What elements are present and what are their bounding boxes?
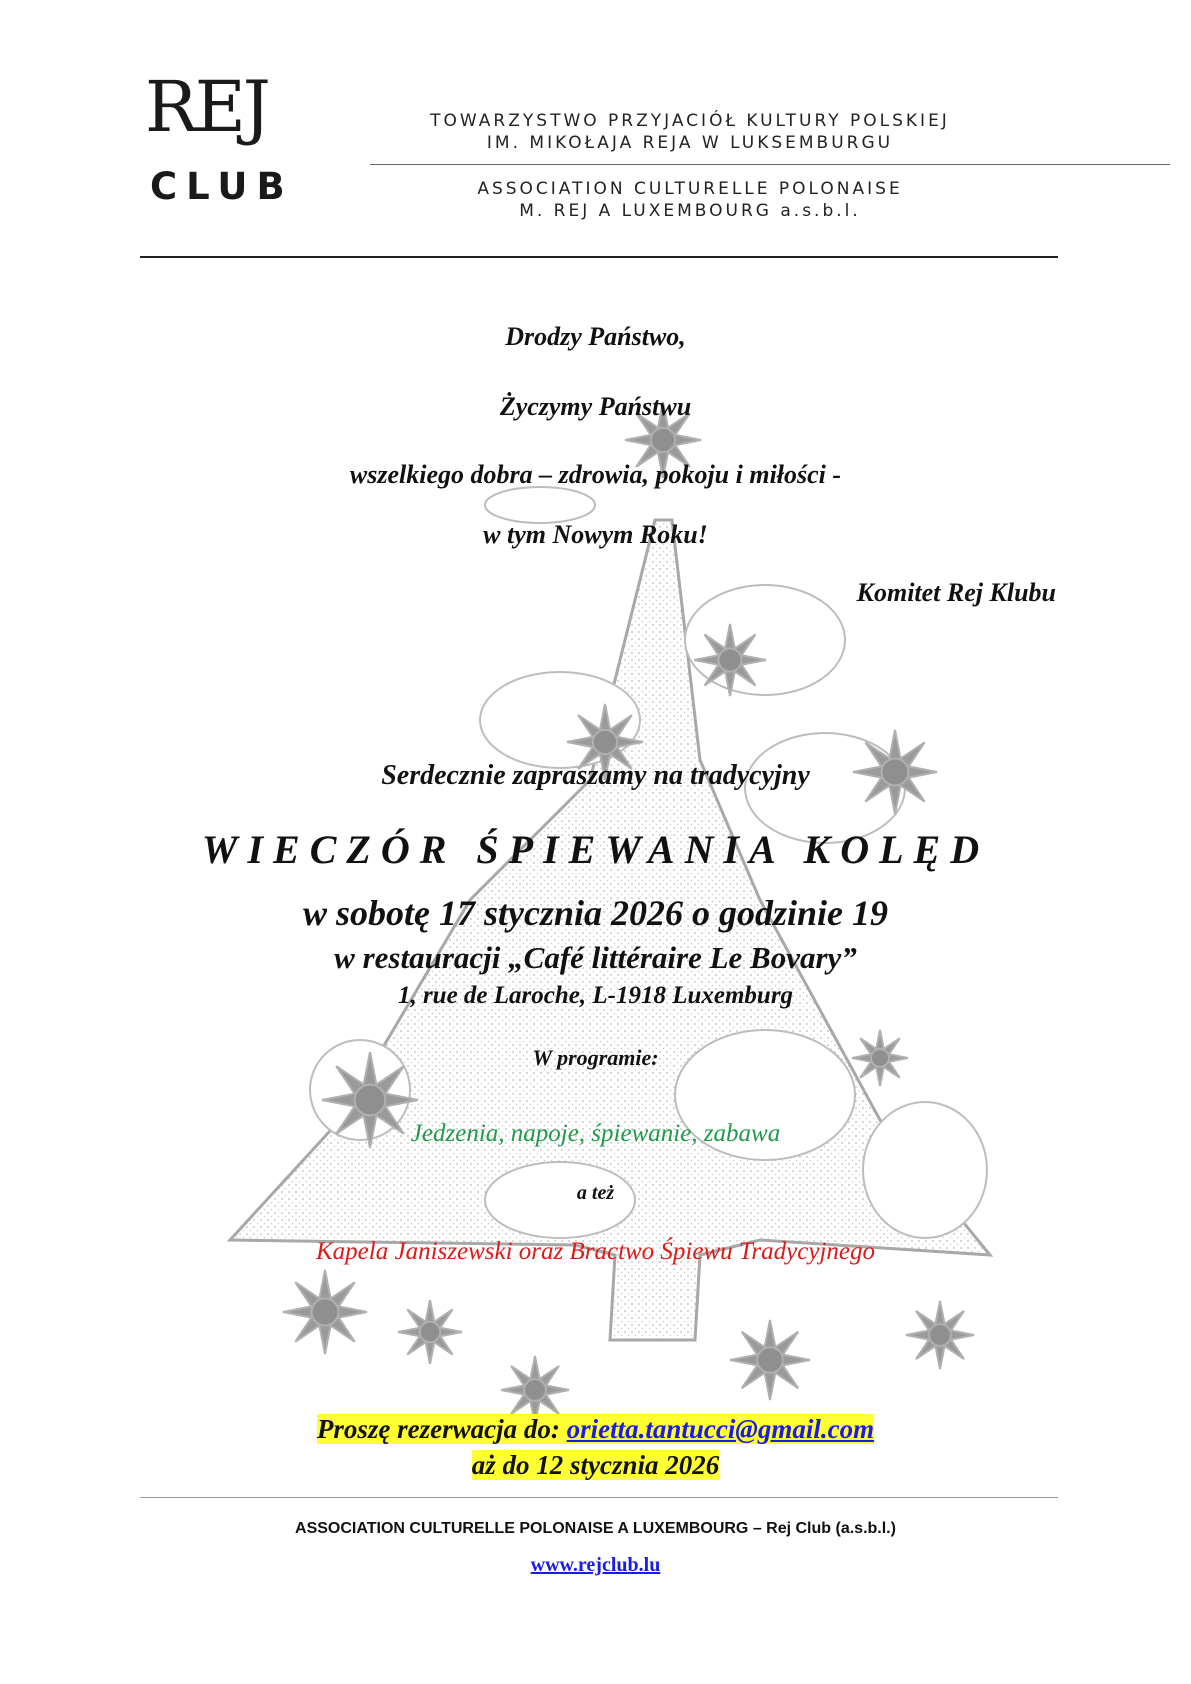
header-polish: [370, 110, 1010, 154]
header-french-line1: ASSOCIATION CULTURELLE POLONAISE: [477, 179, 903, 199]
header-french: [370, 178, 1010, 222]
ornament-circle: [485, 487, 595, 523]
event-title: WIECZÓR ŚPIEWANIA KOLĘD: [201, 827, 990, 872]
event-datetime: w sobotę 17 stycznia 2026 o godzinie 19: [302, 893, 889, 933]
footer-rule: [140, 1497, 1058, 1498]
star-center: [757, 1347, 783, 1373]
header-rule: [140, 256, 1058, 258]
star-center: [524, 1379, 546, 1401]
program-item-food: Jedzenia, napoje, śpiewanie, zabawa: [410, 1120, 781, 1147]
program-heading: W programie:: [532, 1045, 659, 1070]
logo-club: CLUB: [150, 165, 294, 208]
program-item-band: Kapela Janiszewski oraz Bractwo Śpiewu Tradycyjnego: [316, 1238, 875, 1265]
reservation-deadline-line: [0, 1450, 1191, 1481]
greeting-line2: wszelkiego dobra – zdrowia, pokoju i miłości -: [349, 460, 842, 489]
header-french-line2: M. REJ A LUXEMBOURG a.s.b.l.: [519, 201, 861, 221]
star-center: [355, 1085, 386, 1116]
star-center: [929, 1324, 951, 1346]
header-polish-line1: TOWARZYSTWO PRZYJACIÓŁ KULTURY POLSKIEJ: [430, 111, 950, 131]
star-center: [312, 1299, 339, 1326]
greeting-signature: Komitet Rej Klubu: [856, 578, 1056, 607]
reservation-line: [0, 1414, 1191, 1445]
greeting-line1: Życzymy Państwu: [499, 392, 692, 421]
logo-rej: REJ: [145, 66, 268, 148]
star-center: [651, 428, 675, 452]
footer-association: ASSOCIATION CULTURELLE POLONAISE A LUXEMBOURG – Rej Club (a.s.b.l.): [295, 1520, 896, 1537]
greeting-salutation: Drodzy Państwo,: [505, 322, 686, 351]
header-polish-line2: IM. MIKOŁAJA REJA W LUKSEMBURGU: [486, 133, 894, 153]
reservation-deadline: aż do 12 stycznia 2026: [471, 1450, 720, 1480]
reservation-highlight: [317, 1414, 874, 1444]
program-connector: a też: [576, 1182, 615, 1204]
greeting-line3: w tym Nowym Roku!: [483, 520, 708, 549]
star-center: [593, 730, 617, 754]
header-divider: [370, 164, 1170, 165]
star-center: [718, 648, 741, 671]
event-venue: w restauracji „Café littéraire Le Bovary”: [334, 940, 857, 975]
star-center: [420, 1322, 440, 1342]
event-address: 1, rue de Laroche, L-1918 Luxemburg: [397, 982, 794, 1009]
footer-website-line: [0, 1554, 1191, 1577]
footer-website-link[interactable]: www.rejclub.lu: [530, 1554, 661, 1576]
reservation-email-link[interactable]: orietta.tantucci@gmail.com: [566, 1414, 875, 1444]
invitation-intro: Serdecznie zapraszamy na tradycyjny: [381, 760, 810, 791]
reservation-prefix: Proszę rezerwacja do:: [316, 1414, 567, 1444]
